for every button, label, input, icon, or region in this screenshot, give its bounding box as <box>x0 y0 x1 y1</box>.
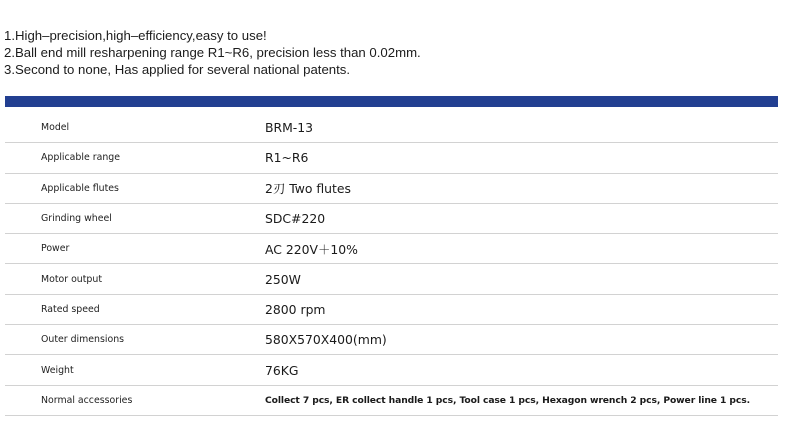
spec-row-outer-dimensions <box>5 325 778 355</box>
feature-list <box>4 27 784 78</box>
spec-row-weight <box>5 355 778 385</box>
spec-row-rated-speed <box>5 295 778 325</box>
spec-label: Power <box>41 243 70 255</box>
spec-value: AC 220V＋10% <box>265 241 358 257</box>
spec-row-model <box>5 113 778 143</box>
spec-value: 580X570X400(mm) <box>265 332 387 348</box>
spec-value: Collect 7 pcs, ER collect handle 1 pcs, Tool case 1 pcs, Hexagon wrench 2 pcs, Power line 1 pcs. <box>265 394 750 406</box>
spec-row-grinding-wheel <box>5 204 778 234</box>
spec-value: R1~R6 <box>265 150 309 166</box>
feature-item: 3.Second to none, Has applied for several national patents. <box>4 62 351 77</box>
spec-row-normal-accessories <box>5 386 778 416</box>
spec-label: Applicable flutes <box>41 182 119 194</box>
spec-label: Outer dimensions <box>41 334 125 346</box>
spec-value: 2刃 Two flutes <box>265 181 351 197</box>
header-divider-bar <box>5 96 778 107</box>
feature-item: 1.High–precision,high–efficiency,easy to use! <box>4 28 267 43</box>
spec-label: Grinding wheel <box>41 213 112 225</box>
spec-label: Normal accessories <box>41 394 133 406</box>
spec-label: Model <box>41 122 70 134</box>
spec-value: 2800 rpm <box>265 301 326 317</box>
spec-value: SDC#220 <box>265 211 326 227</box>
spec-row-motor-output <box>5 264 778 294</box>
spec-row-applicable-range <box>5 143 778 173</box>
spec-label: Applicable range <box>41 152 120 164</box>
spec-label: Motor output <box>41 273 102 285</box>
spec-value: BRM-13 <box>265 120 314 136</box>
spec-table <box>5 113 778 416</box>
spec-value: 76KG <box>265 362 299 378</box>
spec-label: Rated speed <box>41 303 100 315</box>
spec-label: Weight <box>41 364 74 376</box>
spec-row-power <box>5 234 778 264</box>
spec-row-applicable-flutes <box>5 174 778 204</box>
spec-value: 250W <box>265 271 301 287</box>
feature-item: 2.Ball end mill resharpening range R1~R6, precision less than 0.02mm. <box>4 45 421 60</box>
